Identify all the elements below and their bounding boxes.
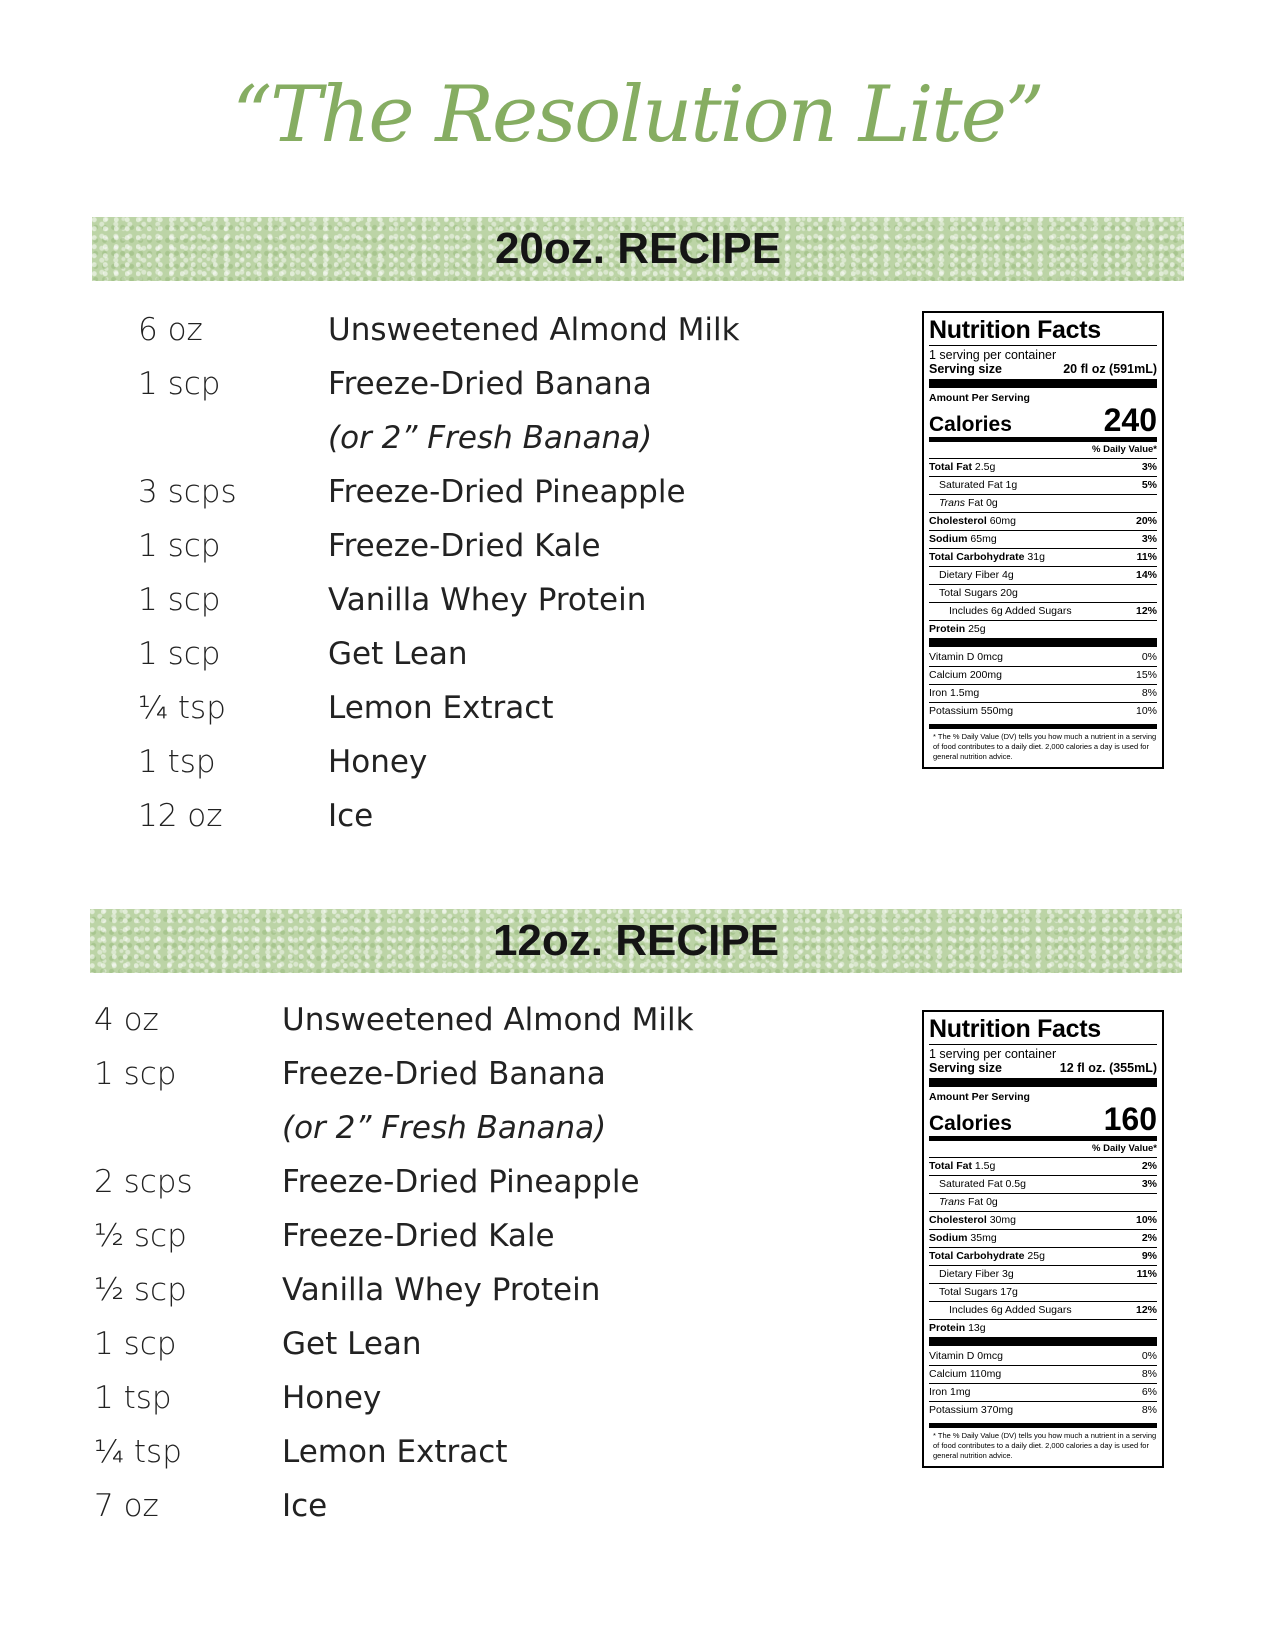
divider — [929, 379, 1157, 388]
saturated-fat-row — [929, 1176, 1157, 1194]
ingredient-row — [94, 1047, 694, 1101]
added-sugars-label: Includes 6g Added Sugars — [949, 605, 1072, 617]
potassium-dv: 10% — [1135, 705, 1157, 717]
iron-row — [929, 685, 1157, 703]
serving-size — [929, 362, 1157, 376]
saturated-fat-value: 0.5g — [1005, 1178, 1026, 1190]
ingredient-qty: 1 scp — [138, 366, 221, 402]
ingredient-row — [94, 1155, 694, 1209]
total-sugars-label: Total Sugars — [939, 1286, 998, 1298]
ingredient-name: Freeze-Dried Kale — [282, 1218, 555, 1254]
total-fat-value: 2.5g — [974, 461, 996, 473]
ingredient-name: Ice — [282, 1488, 328, 1524]
protein-value: 25g — [968, 623, 986, 635]
trans-fat-suffix: Fat — [967, 497, 984, 509]
ingredient-row — [138, 735, 740, 789]
dietary-fiber-dv: 11% — [1136, 1268, 1157, 1280]
ingredient-alternative: (or 2” Fresh Banana) — [282, 1110, 607, 1146]
trans-fat-label: Trans — [939, 497, 966, 509]
cholesterol-value: 60mg — [989, 515, 1016, 527]
daily-value-header: % Daily Value* — [929, 1141, 1157, 1158]
saturated-fat-value: 1g — [1005, 479, 1018, 491]
sodium-label: Sodium — [929, 1232, 968, 1244]
ingredient-row — [138, 573, 740, 627]
added-sugars-row — [929, 1302, 1157, 1320]
ingredient-row — [138, 681, 740, 735]
ingredient-row — [94, 993, 694, 1047]
potassium-label: Potassium 550mg — [929, 705, 1014, 717]
vitamin-d-label: Vitamin D 0mcg — [929, 1350, 1003, 1362]
cholesterol-label: Cholesterol — [929, 1214, 987, 1226]
calories-value: 160 — [1103, 1101, 1157, 1137]
ingredient-row — [138, 519, 740, 573]
potassium-label: Potassium 370mg — [929, 1404, 1014, 1416]
recipe-12oz-ingredients — [94, 993, 694, 1533]
ingredient-row — [138, 411, 740, 465]
calories-label: Calories — [929, 413, 1012, 436]
cholesterol-dv: 10% — [1135, 1214, 1157, 1226]
ingredient-alternative: (or 2” Fresh Banana) — [328, 420, 653, 456]
trans-fat-suffix: Fat — [967, 1196, 984, 1208]
ingredient-name: Freeze-Dried Pineapple — [282, 1164, 640, 1200]
nutrition-facts-20oz — [922, 311, 1164, 769]
vitamin-d-row — [929, 649, 1157, 667]
ingredient-name: Freeze-Dried Banana — [328, 366, 652, 402]
total-carbohydrate-dv: 9% — [1141, 1250, 1157, 1262]
dietary-fiber-dv: 14% — [1135, 569, 1157, 581]
total-fat-dv: 3% — [1141, 461, 1157, 473]
amount-per-serving: Amount Per Serving — [929, 1091, 1030, 1103]
cholesterol-value: 30mg — [989, 1214, 1016, 1226]
dietary-fiber-row — [929, 567, 1157, 585]
ingredient-name: Lemon Extract — [282, 1434, 508, 1470]
vitamin-d-dv: 0% — [1141, 1350, 1157, 1362]
ingredient-qty: ¼ tsp — [94, 1434, 182, 1470]
ingredient-qty: 1 scp — [138, 528, 221, 564]
recipe-20oz-heading: 20oz. RECIPE — [494, 224, 782, 273]
ingredient-name: Get Lean — [282, 1326, 422, 1362]
ingredient-name: Unsweetened Almond Milk — [328, 312, 740, 348]
iron-label: Iron 1mg — [929, 1386, 971, 1398]
ingredient-qty: 1 tsp — [94, 1380, 172, 1416]
ingredient-name: Ice — [328, 798, 374, 834]
cholesterol-label: Cholesterol — [929, 515, 987, 527]
ingredient-qty: 1 scp — [94, 1326, 177, 1362]
total-fat-row — [929, 459, 1157, 477]
saturated-fat-label: Saturated Fat — [939, 1178, 1003, 1190]
ingredient-row — [94, 1425, 694, 1479]
saturated-fat-dv: 3% — [1141, 1178, 1157, 1190]
added-sugars-label: Includes 6g Added Sugars — [949, 1304, 1072, 1316]
ingredient-name: Freeze-Dried Banana — [282, 1056, 606, 1092]
nutrition-facts-title: Nutrition Facts — [929, 1015, 1157, 1045]
potassium-dv: 8% — [1141, 1404, 1157, 1416]
ingredient-qty: 4 oz — [94, 1002, 159, 1038]
ingredient-qty: 1 scp — [138, 582, 221, 618]
ingredient-name: Honey — [328, 744, 428, 780]
total-carbohydrate-label: Total Carbohydrate — [929, 551, 1025, 563]
protein-row — [929, 1320, 1157, 1337]
added-sugars-dv: 12% — [1135, 605, 1157, 617]
total-sugars-row — [929, 585, 1157, 603]
protein-label: Protein — [929, 623, 966, 635]
iron-dv: 6% — [1141, 1386, 1157, 1398]
sodium-row — [929, 531, 1157, 549]
sodium-dv: 3% — [1141, 533, 1157, 545]
sodium-value: 35mg — [970, 1232, 997, 1244]
cholesterol-row — [929, 1212, 1157, 1230]
trans-fat-value: 0g — [986, 497, 998, 509]
protein-value: 13g — [968, 1322, 986, 1334]
total-carbohydrate-label: Total Carbohydrate — [929, 1250, 1025, 1262]
ingredient-row — [94, 1101, 694, 1155]
cholesterol-row — [929, 513, 1157, 531]
cholesterol-dv: 20% — [1135, 515, 1157, 527]
serving-size-label: Serving size — [929, 1061, 1002, 1075]
page-title: “The Resolution Lite” — [232, 70, 1043, 160]
total-fat-row — [929, 1158, 1157, 1176]
ingredient-qty: ½ scp — [94, 1272, 187, 1308]
dietary-fiber-value: 4g — [1002, 569, 1014, 581]
ingredient-name: Unsweetened Almond Milk — [282, 1002, 694, 1038]
iron-label: Iron 1.5mg — [929, 687, 980, 699]
total-fat-dv: 2% — [1141, 1160, 1157, 1172]
ingredient-row — [94, 1263, 694, 1317]
serving-size-value: 12 fl oz. (355mL) — [1059, 1061, 1157, 1075]
vitamin-d-row — [929, 1348, 1157, 1366]
calcium-dv: 15% — [1135, 669, 1157, 681]
divider — [929, 638, 1157, 647]
sodium-value: 65mg — [970, 533, 997, 545]
total-carbohydrate-row — [929, 549, 1157, 567]
total-sugars-value: 20g — [1000, 587, 1018, 599]
trans-fat-row — [929, 495, 1157, 513]
added-sugars-row — [929, 603, 1157, 621]
ingredient-row — [138, 627, 740, 681]
sodium-label: Sodium — [929, 533, 968, 545]
total-fat-label: Total Fat — [929, 461, 972, 473]
servings-per-container: 1 serving per container — [929, 348, 1057, 362]
daily-value-footnote: * The % Daily Value (DV) tells you how much a nutrient in a serving of food contributes to a daily diet. 2,000 calories a day is used for general nutrition advice. — [929, 1423, 1157, 1461]
ingredient-name: Vanilla Whey Protein — [282, 1272, 601, 1308]
ingredient-qty: ½ scp — [94, 1218, 187, 1254]
ingredient-name: Lemon Extract — [328, 690, 554, 726]
ingredient-row — [94, 1317, 694, 1371]
total-carbohydrate-value: 25g — [1027, 1250, 1045, 1262]
total-carbohydrate-dv: 11% — [1136, 551, 1157, 563]
potassium-row — [929, 703, 1157, 720]
ingredient-qty: 1 scp — [94, 1056, 177, 1092]
saturated-fat-label: Saturated Fat — [939, 479, 1003, 491]
saturated-fat-row — [929, 477, 1157, 495]
daily-value-header: % Daily Value* — [929, 442, 1157, 459]
protein-row — [929, 621, 1157, 638]
ingredient-row — [94, 1371, 694, 1425]
amount-per-serving: Amount Per Serving — [929, 392, 1030, 404]
ingredient-row — [138, 303, 740, 357]
recipe-12oz-heading: 12oz. RECIPE — [492, 916, 780, 965]
vitamin-d-dv: 0% — [1141, 651, 1157, 663]
calcium-row — [929, 667, 1157, 685]
potassium-row — [929, 1402, 1157, 1419]
ingredient-qty: 7 oz — [94, 1488, 159, 1524]
recipe-12oz-banner — [90, 909, 1182, 973]
serving-size — [929, 1061, 1157, 1075]
ingredient-row — [94, 1479, 694, 1533]
calories-row — [929, 1103, 1157, 1141]
ingredient-qty: 1 tsp — [138, 744, 216, 780]
calories-label: Calories — [929, 1112, 1012, 1135]
protein-label: Protein — [929, 1322, 966, 1334]
ingredient-name: Freeze-Dried Kale — [328, 528, 601, 564]
nutrition-facts-12oz — [922, 1010, 1164, 1468]
ingredient-qty: 1 scp — [138, 636, 221, 672]
serving-size-value: 20 fl oz (591mL) — [1063, 362, 1157, 376]
ingredient-qty: 6 oz — [138, 312, 203, 348]
total-sugars-label: Total Sugars — [939, 587, 998, 599]
ingredient-name: Honey — [282, 1380, 382, 1416]
calories-row — [929, 404, 1157, 442]
calcium-label: Calcium 110mg — [929, 1368, 1002, 1380]
calories-value: 240 — [1103, 402, 1157, 438]
recipe-20oz-banner — [92, 217, 1184, 281]
dietary-fiber-value: 3g — [1002, 1268, 1014, 1280]
calcium-row — [929, 1366, 1157, 1384]
ingredient-name: Freeze-Dried Pineapple — [328, 474, 686, 510]
dietary-fiber-row — [929, 1266, 1157, 1284]
serving-size-label: Serving size — [929, 362, 1002, 376]
total-fat-value: 1.5g — [974, 1160, 996, 1172]
ingredient-row — [138, 357, 740, 411]
ingredient-row — [138, 789, 740, 843]
sodium-row — [929, 1230, 1157, 1248]
dietary-fiber-label: Dietary Fiber — [939, 1268, 1000, 1280]
saturated-fat-dv: 5% — [1141, 479, 1157, 491]
total-sugars-row — [929, 1284, 1157, 1302]
total-sugars-value: 17g — [1000, 1286, 1018, 1298]
iron-row — [929, 1384, 1157, 1402]
dietary-fiber-label: Dietary Fiber — [939, 569, 1000, 581]
vitamin-d-label: Vitamin D 0mcg — [929, 651, 1003, 663]
ingredient-name: Get Lean — [328, 636, 468, 672]
trans-fat-label: Trans — [939, 1196, 966, 1208]
total-carbohydrate-row — [929, 1248, 1157, 1266]
daily-value-footnote: * The % Daily Value (DV) tells you how much a nutrient in a serving of food contributes to a daily diet. 2,000 calories a day is used for general nutrition advice. — [929, 724, 1157, 762]
ingredient-row — [94, 1209, 694, 1263]
ingredient-row — [138, 465, 740, 519]
total-fat-label: Total Fat — [929, 1160, 972, 1172]
ingredient-qty: 2 scps — [94, 1164, 193, 1200]
ingredient-qty: ¼ tsp — [138, 690, 226, 726]
added-sugars-dv: 12% — [1135, 1304, 1157, 1316]
trans-fat-value: 0g — [986, 1196, 998, 1208]
calcium-dv: 8% — [1141, 1368, 1157, 1380]
total-carbohydrate-value: 31g — [1027, 551, 1045, 563]
ingredient-name: Vanilla Whey Protein — [328, 582, 647, 618]
calcium-label: Calcium 200mg — [929, 669, 1002, 681]
divider — [929, 1337, 1157, 1346]
iron-dv: 8% — [1141, 687, 1157, 699]
ingredient-qty: 12 oz — [138, 798, 223, 834]
trans-fat-row — [929, 1194, 1157, 1212]
nutrition-facts-title: Nutrition Facts — [929, 316, 1157, 346]
servings-per-container: 1 serving per container — [929, 1047, 1057, 1061]
ingredient-qty: 3 scps — [138, 474, 237, 510]
recipe-20oz-ingredients — [138, 303, 740, 843]
divider — [929, 1078, 1157, 1087]
sodium-dv: 2% — [1141, 1232, 1157, 1244]
